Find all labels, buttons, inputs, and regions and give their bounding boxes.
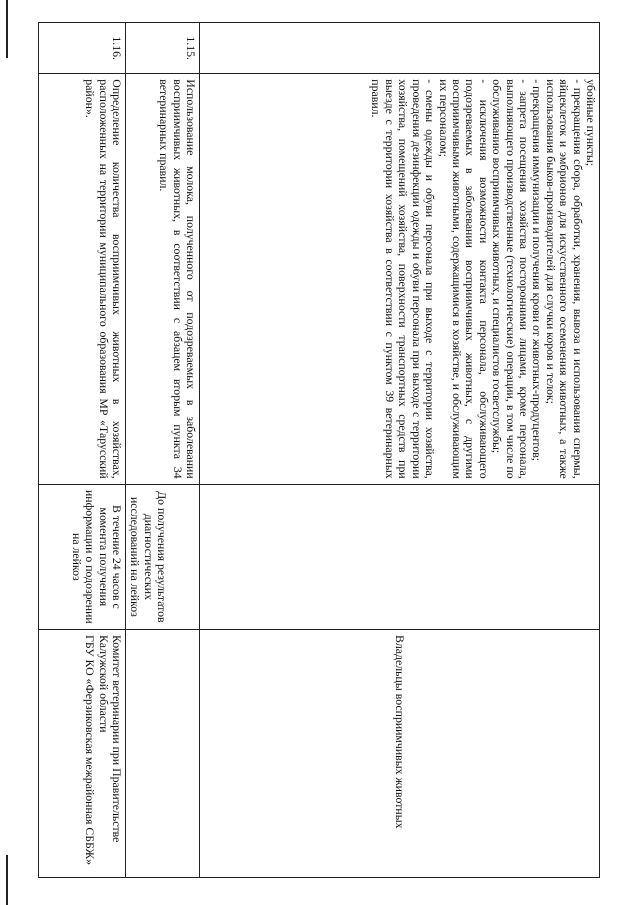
table-row — [200, 23, 600, 878]
measure-description — [126, 74, 200, 484]
rotated-page — [39, 22, 600, 878]
paragraph: Использование молока, полученного от подозреваемых в заболевании восприимчивых животных, в соответствии с абзацем вторым пункта 34 ветеринарных правил. — [157, 79, 198, 479]
responsible-party — [126, 630, 200, 878]
measure-term — [200, 484, 600, 629]
row-number: 1.15. — [126, 23, 200, 74]
margin-mark-top — [6, 0, 8, 58]
measures-table — [38, 22, 600, 878]
paragraph: - прекращения сбора, обработки, хранения, вывоза и использования спермы, яйцеклеток и эмбрионов для искусственного осеменения животных, а также использования быков-производителей для случки коров и телок; — [543, 79, 585, 479]
table-row — [126, 23, 200, 878]
row-number: 1.16. — [39, 23, 126, 74]
paragraph: убойные пункты; — [584, 79, 598, 167]
measure-term: До получения результатов диагностических исследований на лейкоз — [126, 484, 200, 629]
paragraph: - исключения возможности контакта персонала, обслуживающего подозреваемых в заболевании восприимчивых животных, с другими восприимчивыми животными, содержащимися в хозяйстве, и обслуживающим их персоналом; — [436, 79, 491, 479]
measure-description — [200, 74, 600, 484]
paragraph: - смены одежды и обуви персонала при выходе с территории хозяйства, проведения дезинфекции одежды и обуви персонала при выходе с территории хозяйства, помещений хозяйства, поверхности транспортных средств при выезде с территории хозяйства в соответствии с пунктом 39 ветеринарных правил. — [369, 79, 438, 479]
responsible-party: Владельцы восприимчивых животных — [200, 630, 600, 878]
margin-mark-bottom — [6, 855, 8, 905]
paragraph: Определение количества восприимчивых животных в хозяйствах, расположенных на территории муниципального образования МР «Тарусский район». — [83, 79, 124, 479]
measure-term: В течение 24 часов с момента получения информации о подозрении на лейкоз — [39, 484, 126, 629]
row-number — [200, 23, 600, 74]
measure-description — [39, 74, 126, 484]
responsible-party: Комитет ветеринарии при Правительстве Калужской области ГБУ КО «Ферзиковская межрайонная СББЖ» — [39, 630, 126, 878]
paragraph: - прекращения иммунизации и получения крови от животных-продуцентов; — [530, 79, 545, 462]
paragraph: - запрета посещения хозяйства посторонними лицами, кроме персонала, выполняющего производственные (технологические) операции, в том числе по обслуживанию восприимчивых животных, и специалистов госветслужбы; — [490, 79, 531, 479]
table-row — [39, 23, 126, 878]
